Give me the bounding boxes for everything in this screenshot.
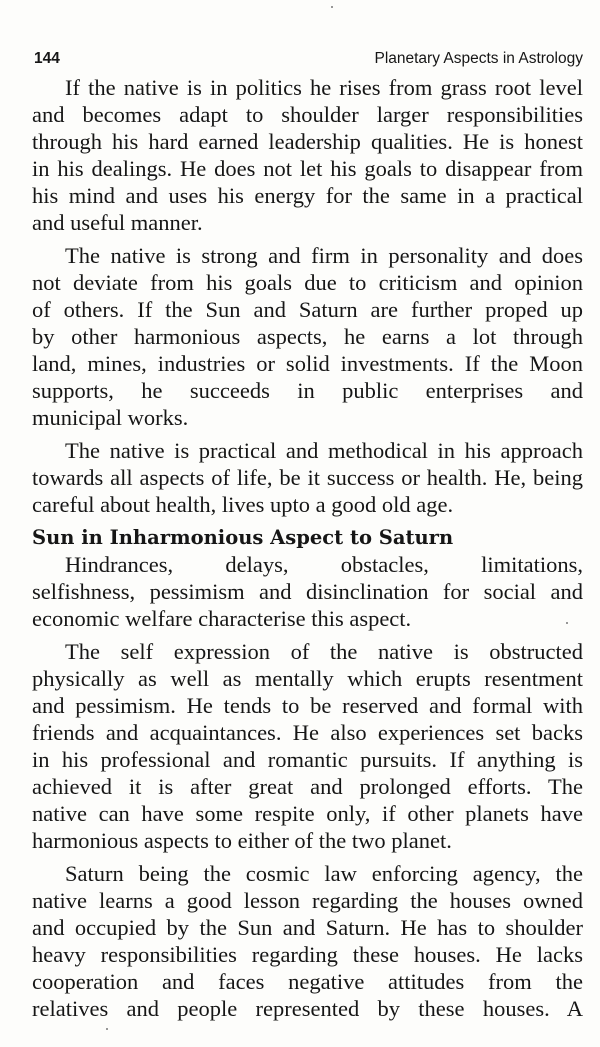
paragraph xyxy=(32,551,583,632)
paragraph xyxy=(32,638,583,854)
text-line: achieved it is after great and prolonged efforts. The xyxy=(32,774,583,799)
paragraph xyxy=(32,437,583,518)
paragraph xyxy=(32,74,583,236)
text-line: and useful manner. xyxy=(32,210,203,235)
text-line: supports, he succeeds in public enterprises and xyxy=(32,378,583,403)
text-line: by other harmonious aspects, he earns a lot through xyxy=(32,324,583,349)
paragraph xyxy=(32,860,583,1022)
text-line: physically as well as mentally which erupts resentment xyxy=(32,666,583,691)
text-line: land, mines, industries or solid investments. If the Moon xyxy=(32,351,583,376)
text-line: towards all aspects of life, be it success or health. He, being xyxy=(32,465,583,490)
text-line: heavy responsibilities regarding these houses. He lacks xyxy=(32,942,583,967)
text-line: Hindrances, delays, obstacles, limitations, xyxy=(65,552,583,577)
text-line: harmonious aspects to either of the two planet. xyxy=(32,828,452,853)
text-line: relatives and people represented by these houses. A xyxy=(32,996,583,1021)
text-line: friends and acquaintances. He also experiences set backs xyxy=(32,720,583,745)
text-line: If the native is in politics he rises from grass root level xyxy=(65,75,583,100)
scan-speck xyxy=(106,1028,108,1030)
text-line: The self expression of the native is obstructed xyxy=(65,639,583,664)
text-line: and becomes adapt to shoulder larger responsibilities xyxy=(32,102,583,127)
text-line: Saturn being the cosmic law enforcing agency, the xyxy=(65,861,583,886)
paragraph xyxy=(32,242,583,431)
section-heading: Sun in Inharmonious Aspect to Saturn xyxy=(32,526,454,549)
text-line: The native is strong and firm in personality and does xyxy=(65,243,583,268)
text-line: his mind and uses his energy for the same in a practical xyxy=(32,183,583,208)
text-line: of others. If the Sun and Saturn are further proped up xyxy=(32,297,583,322)
body-text xyxy=(32,74,583,1022)
text-line: in his professional and romantic pursuits. If anything is xyxy=(32,747,583,772)
text-line: native can have some respite only, if other planets have xyxy=(32,801,583,826)
text-line: cooperation and faces negative attitudes from the xyxy=(32,969,583,994)
text-line: native learns a good lesson regarding the houses owned xyxy=(32,888,583,913)
scan-speck xyxy=(566,622,568,624)
page-number: 144 xyxy=(34,50,60,67)
page-header xyxy=(34,49,583,69)
text-line: through his hard earned leadership qualities. He is honest xyxy=(32,129,583,154)
text-line: not deviate from his goals due to criticism and opinion xyxy=(32,270,583,295)
text-line: selfishness, pessimism and disinclination for social and xyxy=(32,579,583,604)
running-title: Planetary Aspects in Astrology xyxy=(374,50,583,67)
text-line: careful about health, lives upto a good old age. xyxy=(32,492,454,517)
text-line: and occupied by the Sun and Saturn. He has to shoulder xyxy=(32,915,583,940)
scan-speck xyxy=(331,6,333,8)
text-line: The native is practical and methodical in his approach xyxy=(65,438,583,463)
text-line: in his dealings. He does not let his goals to disappear from xyxy=(32,156,583,181)
text-line: and pessimism. He tends to be reserved and formal with xyxy=(32,693,583,718)
text-line: economic welfare characterise this aspect. xyxy=(32,606,412,631)
text-line: municipal works. xyxy=(32,405,189,430)
